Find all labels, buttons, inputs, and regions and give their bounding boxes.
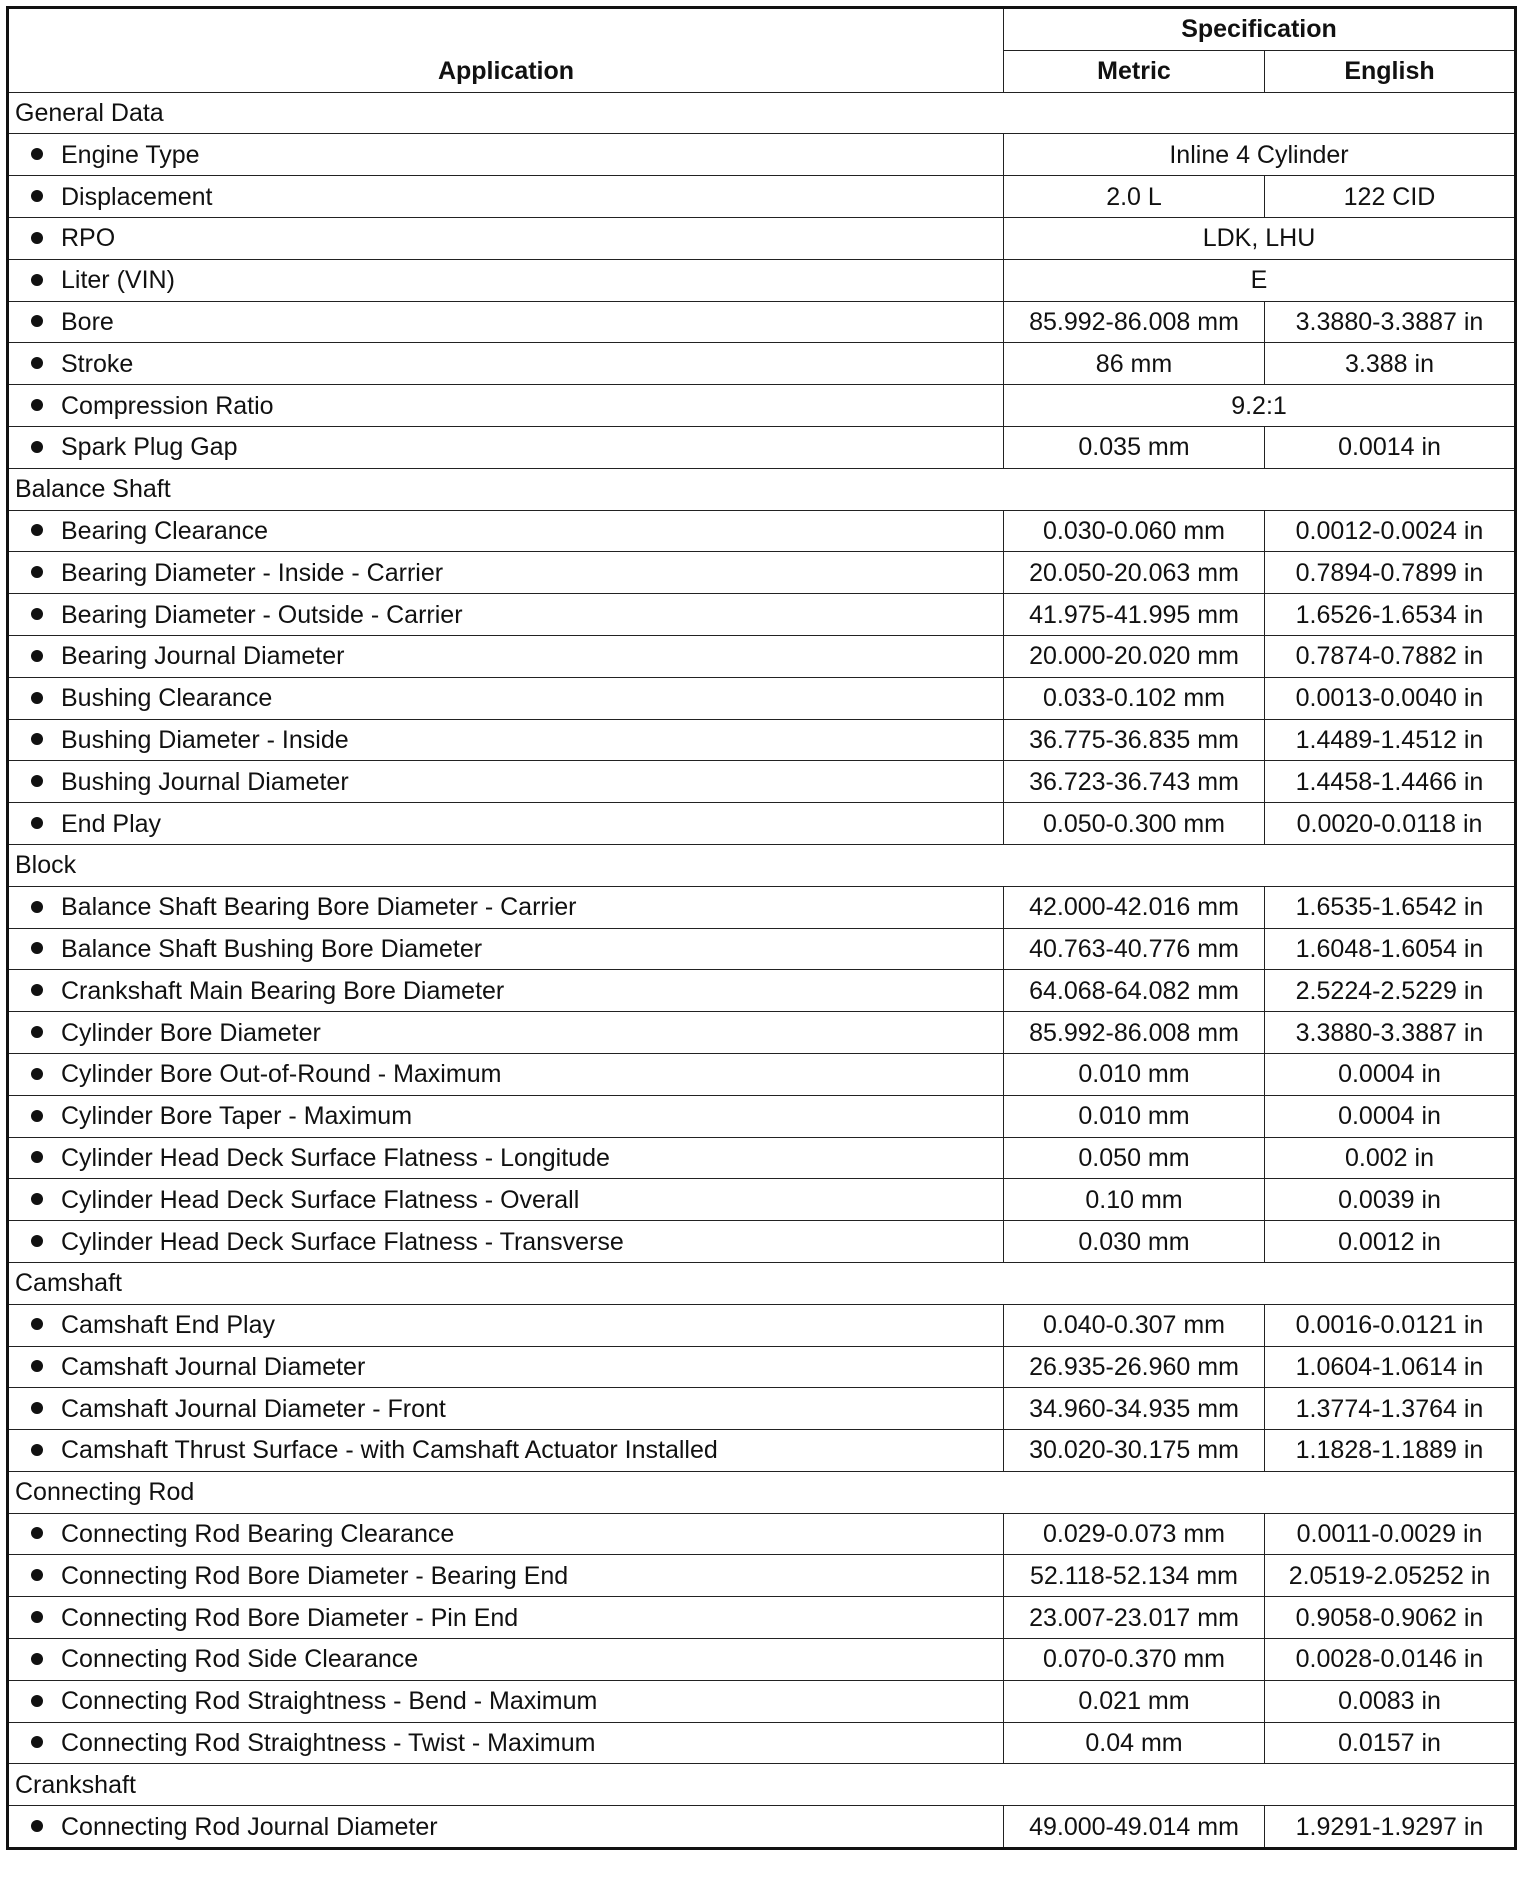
table-row <box>8 1722 1516 1764</box>
metric-value-cell: 2.0 L <box>1004 176 1265 218</box>
application-cell <box>8 1053 1004 1095</box>
table-row <box>8 1430 1516 1472</box>
application-label: Cylinder Head Deck Surface Flatness - Transverse <box>61 1227 624 1256</box>
english-value-cell: 1.0604-1.0614 in <box>1265 1346 1516 1388</box>
application-cell <box>8 1012 1004 1054</box>
application-label: Cylinder Head Deck Surface Flatness - Overall <box>61 1185 580 1214</box>
metric-value-cell: 0.021 mm <box>1004 1680 1265 1722</box>
application-cell <box>8 552 1004 594</box>
application-label: Bushing Journal Diameter <box>61 767 349 796</box>
table-row <box>8 552 1516 594</box>
table-row <box>8 594 1516 636</box>
metric-header: Metric <box>1004 50 1265 92</box>
bullet-icon <box>31 1820 43 1832</box>
table-row <box>8 1597 1516 1639</box>
application-cell <box>8 217 1004 259</box>
application-label: Bearing Diameter - Outside - Carrier <box>61 600 463 629</box>
bullet-icon <box>31 984 43 996</box>
section-title: Block <box>8 844 1516 886</box>
table-row <box>8 1053 1516 1095</box>
application-label: Connecting Rod Side Clearance <box>61 1645 419 1674</box>
section-row <box>8 468 1516 510</box>
english-value-cell: 0.0014 in <box>1265 426 1516 468</box>
metric-value-cell: 0.030-0.060 mm <box>1004 510 1265 552</box>
table-row <box>8 217 1516 259</box>
bullet-icon <box>31 650 43 662</box>
application-cell <box>8 803 1004 845</box>
application-cell <box>8 134 1004 176</box>
table-row <box>8 761 1516 803</box>
application-label: Camshaft Thrust Surface - with Camshaft Actuator Installed <box>61 1436 718 1465</box>
bullet-icon <box>31 357 43 369</box>
section-row <box>8 1262 1516 1304</box>
metric-value-cell: 23.007-23.017 mm <box>1004 1597 1265 1639</box>
english-value-cell: 0.0012 in <box>1265 1221 1516 1263</box>
application-cell <box>8 1806 1004 1849</box>
application-cell <box>8 1639 1004 1681</box>
application-label: Bushing Clearance <box>61 684 273 713</box>
section-title: General Data <box>8 92 1516 134</box>
metric-value-cell: 40.763-40.776 mm <box>1004 928 1265 970</box>
table-row <box>8 1555 1516 1597</box>
section-row <box>8 1471 1516 1513</box>
application-cell <box>8 1221 1004 1263</box>
bullet-icon <box>31 232 43 244</box>
metric-value-cell: 0.030 mm <box>1004 1221 1265 1263</box>
table-row <box>8 134 1516 176</box>
metric-value-cell: 0.050-0.300 mm <box>1004 803 1265 845</box>
application-label: Balance Shaft Bushing Bore Diameter <box>61 934 483 963</box>
application-label: Compression Ratio <box>61 391 274 420</box>
table-row <box>8 1388 1516 1430</box>
application-label: Bushing Diameter - Inside <box>61 725 349 754</box>
section-title: Balance Shaft <box>8 468 1516 510</box>
metric-value-cell: 52.118-52.134 mm <box>1004 1555 1265 1597</box>
english-value-cell: 0.0157 in <box>1265 1722 1516 1764</box>
application-cell <box>8 1722 1004 1764</box>
metric-value-cell: 34.960-34.935 mm <box>1004 1388 1265 1430</box>
application-label: Camshaft Journal Diameter <box>61 1352 366 1381</box>
application-label: Connecting Rod Bearing Clearance <box>61 1520 455 1549</box>
application-header: Application <box>8 8 1004 93</box>
metric-value-cell: 20.050-20.063 mm <box>1004 552 1265 594</box>
metric-value-cell: 49.000-49.014 mm <box>1004 1806 1265 1849</box>
application-label: Engine Type <box>61 140 200 169</box>
metric-value-cell: 36.775-36.835 mm <box>1004 719 1265 761</box>
bullet-icon <box>31 942 43 954</box>
table-row <box>8 1221 1516 1263</box>
english-value-cell: 3.388 in <box>1265 343 1516 385</box>
english-value-cell: 1.9291-1.9297 in <box>1265 1806 1516 1849</box>
bullet-icon <box>31 399 43 411</box>
application-label: Balance Shaft Bearing Bore Diameter - Carrier <box>61 893 577 922</box>
application-label: Spark Plug Gap <box>61 433 238 462</box>
bullet-icon <box>31 1402 43 1414</box>
application-cell <box>8 635 1004 677</box>
metric-value-cell: 0.010 mm <box>1004 1053 1265 1095</box>
bullet-icon <box>31 1695 43 1707</box>
application-label: Bearing Journal Diameter <box>61 642 345 671</box>
bullet-icon <box>31 1110 43 1122</box>
table-row <box>8 928 1516 970</box>
english-value-cell: 2.5224-2.5229 in <box>1265 970 1516 1012</box>
table-row <box>8 176 1516 218</box>
metric-value-cell: 0.033-0.102 mm <box>1004 677 1265 719</box>
table-row <box>8 1304 1516 1346</box>
application-cell <box>8 1095 1004 1137</box>
english-value-cell: 2.0519-2.05252 in <box>1265 1555 1516 1597</box>
metric-value-cell: 86 mm <box>1004 343 1265 385</box>
application-cell <box>8 928 1004 970</box>
english-value-cell: 1.4458-1.4466 in <box>1265 761 1516 803</box>
english-value-cell: 0.002 in <box>1265 1137 1516 1179</box>
application-cell <box>8 301 1004 343</box>
metric-value-cell: 0.04 mm <box>1004 1722 1265 1764</box>
table-row <box>8 970 1516 1012</box>
application-label: Bearing Clearance <box>61 516 269 545</box>
table-row <box>8 1806 1516 1849</box>
bullet-icon <box>31 1653 43 1665</box>
table-row <box>8 259 1516 301</box>
table-row <box>8 1680 1516 1722</box>
bullet-icon <box>31 1527 43 1539</box>
english-value-cell: 0.7894-0.7899 in <box>1265 552 1516 594</box>
english-value-cell: 3.3880-3.3887 in <box>1265 301 1516 343</box>
table-row <box>8 510 1516 552</box>
table-row <box>8 1346 1516 1388</box>
table-body <box>8 92 1516 1848</box>
english-value-cell: 0.0004 in <box>1265 1053 1516 1095</box>
english-value-cell: 0.0028-0.0146 in <box>1265 1639 1516 1681</box>
bullet-icon <box>31 524 43 536</box>
metric-value-cell: 26.935-26.960 mm <box>1004 1346 1265 1388</box>
english-header: English <box>1265 50 1516 92</box>
bullet-icon <box>31 274 43 286</box>
metric-value-cell: 20.000-20.020 mm <box>1004 635 1265 677</box>
application-cell <box>8 886 1004 928</box>
combined-value-cell: Inline 4 Cylinder <box>1004 134 1516 176</box>
metric-value-cell: 0.035 mm <box>1004 426 1265 468</box>
metric-value-cell: 0.050 mm <box>1004 1137 1265 1179</box>
bullet-icon <box>31 1151 43 1163</box>
table-row <box>8 1095 1516 1137</box>
english-value-cell: 0.0039 in <box>1265 1179 1516 1221</box>
bullet-icon <box>31 1360 43 1372</box>
bullet-icon <box>31 148 43 160</box>
table-row <box>8 677 1516 719</box>
english-value-cell: 122 CID <box>1265 176 1516 218</box>
table-row <box>8 1513 1516 1555</box>
application-label: Cylinder Bore Diameter <box>61 1018 321 1047</box>
english-value-cell: 0.0083 in <box>1265 1680 1516 1722</box>
application-cell <box>8 1137 1004 1179</box>
section-row <box>8 1764 1516 1806</box>
section-title: Crankshaft <box>8 1764 1516 1806</box>
combined-value-cell: 9.2:1 <box>1004 385 1516 427</box>
table-row <box>8 426 1516 468</box>
application-label: Crankshaft Main Bearing Bore Diameter <box>61 976 505 1005</box>
metric-value-cell: 42.000-42.016 mm <box>1004 886 1265 928</box>
application-cell <box>8 970 1004 1012</box>
bullet-icon <box>31 1318 43 1330</box>
application-cell <box>8 1388 1004 1430</box>
application-label: Cylinder Head Deck Surface Flatness - Longitude <box>61 1143 610 1172</box>
application-cell <box>8 385 1004 427</box>
english-value-cell: 1.6535-1.6542 in <box>1265 886 1516 928</box>
application-cell <box>8 594 1004 636</box>
bullet-icon <box>31 775 43 787</box>
application-cell <box>8 426 1004 468</box>
english-value-cell: 0.0016-0.0121 in <box>1265 1304 1516 1346</box>
application-label: Connecting Rod Bore Diameter - Pin End <box>61 1603 519 1632</box>
application-label: Camshaft End Play <box>61 1311 275 1340</box>
english-value-cell: 0.0020-0.0118 in <box>1265 803 1516 845</box>
bullet-icon <box>31 692 43 704</box>
table-row <box>8 1179 1516 1221</box>
english-value-cell: 1.3774-1.3764 in <box>1265 1388 1516 1430</box>
section-title: Camshaft <box>8 1262 1516 1304</box>
application-cell <box>8 1513 1004 1555</box>
application-cell <box>8 1555 1004 1597</box>
section-title: Connecting Rod <box>8 1471 1516 1513</box>
table-row <box>8 886 1516 928</box>
metric-value-cell: 0.010 mm <box>1004 1095 1265 1137</box>
bullet-icon <box>31 441 43 453</box>
application-cell <box>8 1304 1004 1346</box>
bullet-icon <box>31 1068 43 1080</box>
metric-value-cell: 30.020-30.175 mm <box>1004 1430 1265 1472</box>
application-cell <box>8 719 1004 761</box>
table-row <box>8 385 1516 427</box>
metric-value-cell: 85.992-86.008 mm <box>1004 1012 1265 1054</box>
english-value-cell: 0.0004 in <box>1265 1095 1516 1137</box>
bullet-icon <box>31 608 43 620</box>
application-cell <box>8 677 1004 719</box>
bullet-icon <box>31 817 43 829</box>
application-label: Cylinder Bore Taper - Maximum <box>61 1102 413 1131</box>
bullet-icon <box>31 1026 43 1038</box>
bullet-icon <box>31 1569 43 1581</box>
metric-value-cell: 64.068-64.082 mm <box>1004 970 1265 1012</box>
bullet-icon <box>31 1611 43 1623</box>
bullet-icon <box>31 1444 43 1456</box>
english-value-cell: 3.3880-3.3887 in <box>1265 1012 1516 1054</box>
metric-value-cell: 36.723-36.743 mm <box>1004 761 1265 803</box>
english-value-cell: 1.6526-1.6534 in <box>1265 594 1516 636</box>
specification-header: Specification <box>1004 8 1516 51</box>
bullet-icon <box>31 1235 43 1247</box>
application-label: Connecting Rod Journal Diameter <box>61 1812 438 1841</box>
application-label: Liter (VIN) <box>61 266 175 295</box>
metric-value-cell: 85.992-86.008 mm <box>1004 301 1265 343</box>
bullet-icon <box>31 1736 43 1748</box>
table-row <box>8 719 1516 761</box>
application-cell <box>8 1680 1004 1722</box>
application-cell <box>8 1346 1004 1388</box>
application-cell <box>8 1597 1004 1639</box>
metric-value-cell: 0.10 mm <box>1004 1179 1265 1221</box>
section-row <box>8 844 1516 886</box>
table-row <box>8 301 1516 343</box>
bullet-icon <box>31 190 43 202</box>
metric-value-cell: 0.040-0.307 mm <box>1004 1304 1265 1346</box>
english-value-cell: 0.0011-0.0029 in <box>1265 1513 1516 1555</box>
application-label: Connecting Rod Bore Diameter - Bearing End <box>61 1561 569 1590</box>
bullet-icon <box>31 315 43 327</box>
table-row <box>8 1012 1516 1054</box>
english-value-cell: 1.6048-1.6054 in <box>1265 928 1516 970</box>
table-row <box>8 803 1516 845</box>
application-label: Camshaft Journal Diameter - Front <box>61 1394 446 1423</box>
english-value-cell: 0.7874-0.7882 in <box>1265 635 1516 677</box>
english-value-cell: 0.0012-0.0024 in <box>1265 510 1516 552</box>
table-row <box>8 343 1516 385</box>
application-label: End Play <box>61 809 162 838</box>
application-cell <box>8 510 1004 552</box>
metric-value-cell: 41.975-41.995 mm <box>1004 594 1265 636</box>
table-header <box>8 8 1516 93</box>
application-label: RPO <box>61 224 116 253</box>
specification-table <box>6 6 1517 1850</box>
english-value-cell: 0.0013-0.0040 in <box>1265 677 1516 719</box>
application-label: Connecting Rod Straightness - Twist - Maximum <box>61 1729 596 1758</box>
table-row <box>8 1639 1516 1681</box>
english-value-cell: 1.4489-1.4512 in <box>1265 719 1516 761</box>
application-cell <box>8 1430 1004 1472</box>
application-label: Bore <box>61 307 114 336</box>
table-row <box>8 635 1516 677</box>
combined-value-cell: LDK, LHU <box>1004 217 1516 259</box>
english-value-cell: 0.9058-0.9062 in <box>1265 1597 1516 1639</box>
application-cell <box>8 259 1004 301</box>
application-cell <box>8 1179 1004 1221</box>
bullet-icon <box>31 901 43 913</box>
application-cell <box>8 176 1004 218</box>
application-label: Connecting Rod Straightness - Bend - Maximum <box>61 1687 598 1716</box>
application-label: Bearing Diameter - Inside - Carrier <box>61 558 444 587</box>
application-cell <box>8 343 1004 385</box>
application-label: Stroke <box>61 349 134 378</box>
english-value-cell: 1.1828-1.1889 in <box>1265 1430 1516 1472</box>
metric-value-cell: 0.029-0.073 mm <box>1004 1513 1265 1555</box>
application-cell <box>8 761 1004 803</box>
section-row <box>8 92 1516 134</box>
combined-value-cell: E <box>1004 259 1516 301</box>
application-label: Displacement <box>61 182 213 211</box>
metric-value-cell: 0.070-0.370 mm <box>1004 1639 1265 1681</box>
table-row <box>8 1137 1516 1179</box>
bullet-icon <box>31 733 43 745</box>
bullet-icon <box>31 1193 43 1205</box>
application-label: Cylinder Bore Out-of-Round - Maximum <box>61 1060 502 1089</box>
bullet-icon <box>31 566 43 578</box>
